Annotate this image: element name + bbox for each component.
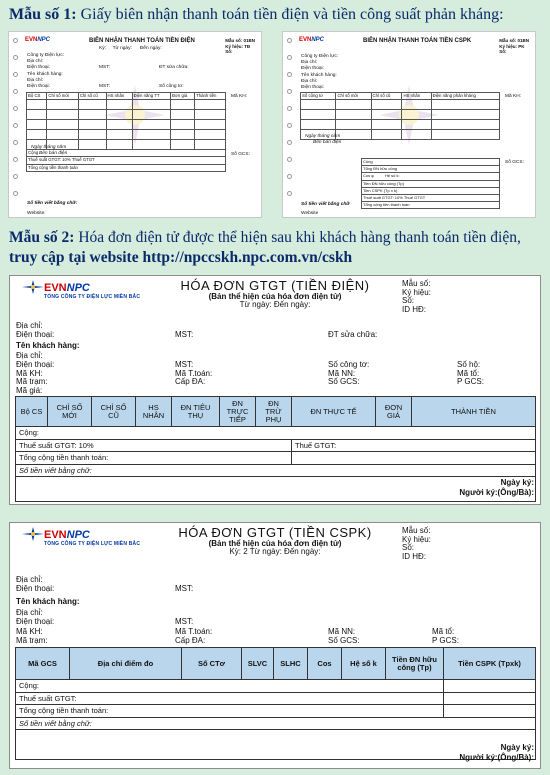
seller-address: Địa chỉ:	[16, 321, 43, 330]
heading-2-link[interactable]: truy cập tại website http://npccskh.npc.com.vn/cskh	[9, 249, 353, 266]
nn-code: Mã NN:	[328, 627, 356, 636]
voltage-level: Cấp ĐA:	[175, 636, 206, 645]
station-code: Mã trạm:	[16, 636, 48, 645]
payment-code: Mã T.toán:	[175, 369, 213, 378]
section-heading-2	[9, 228, 544, 268]
receipt-words: Số tiền viết bằng chữ:	[27, 201, 78, 206]
invoice-period: Kỳ: 2 Từ ngày: Đến ngày:	[229, 547, 321, 556]
invoice-cspk	[9, 522, 541, 769]
company-name: TỔNG CÔNG TY ĐIỆN LỰC MIỀN BẮC	[44, 294, 141, 300]
group-code: Mã tổ:	[457, 369, 480, 378]
receipt-table: Số công tơ Chỉ số mới Chỉ số cũ HS nhân Điện năng phản kháng	[300, 92, 500, 140]
receipt-table: Bộ CS Chỉ số mới Chỉ số cũ HS nhân Điện năng TT Đơn giá Thành tiền Cộng Thuế suất GTGT: 10% Thuế GTGT Tổng cộng tiền thanh toán	[26, 92, 226, 172]
p-gcs: P GCS:	[432, 636, 459, 645]
evn-lightning-logo-icon	[22, 527, 44, 541]
invoice-title: HÓA ĐƠN GTGT (TIỀN CSPK)	[178, 525, 372, 540]
voltage-level: Cấp ĐA:	[175, 377, 206, 386]
receipt-ma-kh: Mã KH:	[231, 94, 247, 99]
meter-number: Số công tơ:	[328, 360, 370, 369]
gcs-number: Số GCS:	[328, 636, 360, 645]
receipt-title: BIÊN NHẬN THANH TOÁN TIỀN ĐIỆN	[89, 38, 195, 44]
receipt-period: Kỳ: Từ ngày: Đến ngày:	[99, 46, 162, 51]
gcs-number: Số GCS:	[328, 377, 360, 386]
invoice-table: Bộ CS CHỈ SỐ MỚI CHỈ SỐ CŨ HS NHÂN ĐN TIÊU THỤ ĐN TRỰC TIẾP ĐN TRỪ PHỤ ĐN THỰC TẾ ĐƠN GIÁ THÀNH TIỀN Cộng: Thuế suất GTGT: 10% Thuế GTGT: Tổng cộng tiền thanh toán: Số tiền viết bằng chữ:	[15, 396, 536, 502]
receipt-fields: Công ty Điện lực: Địa chỉ: Điện thoại: Tên khách hàng: Địa chỉ: Điện thoại:	[27, 53, 65, 90]
invoice-meta: Mẫu số: Ký hiệu: Số: ID HĐ:	[402, 526, 431, 561]
vat-rate-row: Thuế suất GTGT: 10%	[16, 439, 292, 452]
seller-phone: Điện thoại:	[16, 330, 55, 339]
customer-code: Mã KH:	[16, 627, 43, 636]
total-row: Cộng:	[16, 427, 536, 440]
total-row: Cộng:	[16, 680, 444, 693]
receipt-website: Website	[301, 211, 319, 216]
nn-code: Mã NN:	[328, 369, 356, 378]
customer-address: Địa chỉ:	[16, 608, 43, 617]
evn-logo: EVNNPC	[25, 37, 51, 43]
invoice-table: Mã GCS Địa chỉ điểm đo Số CTơ SLVC SLHC Cos Hệ số k Tiền ĐN hữu công (Tp) Tiền CSPK (Tpxk) Cộng: Thuế suất GTGT: Tổng cộng tiền thanh toán: Số tiền viết bằng chữ:	[15, 647, 536, 760]
amount-in-words: Số tiền viết bằng chữ:	[16, 464, 536, 477]
signature-block: Ngày ký: Người ký:(Ông/Bà):	[459, 478, 534, 497]
invoice-subtitle: (Bản thể hiện của hóa đơn điện tử)	[208, 292, 342, 301]
vat-rate-row: Thuế suất GTGT:	[16, 692, 444, 705]
receipt-summary-table: Cộng Tổng ĐN hữu công Cos φ Hệ số k: Tiền ĐN hữu công (Tp) Tiền CSPK (Tp x k) Thuế suất GTGT: 10% Thuế GTGT Tổng cộng tiền thanh toán	[361, 158, 500, 209]
grand-total-row: Tổng cộng tiền thanh toán:	[16, 705, 444, 718]
repair-phone: ĐT sửa chữa:	[328, 330, 378, 339]
price-code: Mã giá:	[16, 386, 43, 395]
evn-lightning-logo-icon	[22, 280, 44, 294]
evn-logo: EVNNPC	[299, 37, 325, 43]
invoice-title: HÓA ĐƠN GTGT (TIỀN ĐIỆN)	[180, 278, 370, 293]
receipt-ma-kh: Mã KH:	[505, 94, 521, 99]
customer-code: Mã KH:	[16, 369, 43, 378]
receipt-so-gcs: Số GCS:	[505, 160, 524, 165]
signature-block: Ngày ký: Người ký:(Ông/Bà):	[459, 743, 534, 762]
receipt-meta: Mẫu số: 01BN Ký hiệu: TĐ Số:	[225, 38, 255, 54]
heading-1-label: Mẫu số 1:	[9, 6, 77, 23]
customer-phone: Điện thoại:	[16, 617, 55, 626]
seller-phone: Điện thoại:	[16, 584, 55, 593]
punch-holes	[13, 38, 19, 214]
heading-1-text: Giấy biên nhận thanh toán tiền điện và tiền công suất phản kháng:	[80, 6, 504, 23]
station-code: Mã trạm:	[16, 377, 48, 386]
receipt-electricity	[8, 31, 262, 218]
invoice-period: Từ ngày: Đến ngày:	[239, 300, 311, 309]
receipt-mst-2: MST:	[99, 84, 110, 89]
seller-mst: MST:	[175, 330, 194, 339]
receipt-title: BIÊN NHẬN THANH TOÁN TIỀN CSPK	[363, 38, 472, 44]
receipt-cspk	[282, 31, 536, 218]
seller-address: Địa chỉ:	[16, 575, 43, 584]
heading-2-text: Hóa đơn điện tử được thể hiện sau khi khách hàng thanh toán tiền điện,	[78, 229, 521, 246]
group-code: Mã tổ:	[432, 627, 455, 636]
seller-mst: MST:	[175, 584, 194, 593]
invoice-electricity	[9, 275, 541, 505]
receipt-words: Số tiền viết bằng chữ	[301, 202, 350, 207]
household-count: Số hộ:	[457, 360, 481, 369]
receipt-website: Website:	[27, 211, 46, 216]
invoice-meta: Mẫu số: Ký hiệu: Số: ID HĐ:	[402, 279, 431, 314]
receipt-date: Ngày tháng năm Bên bán điện	[31, 145, 68, 157]
receipt-so-cong-to: Số công tơ:	[159, 84, 184, 89]
customer-mst: MST:	[175, 617, 194, 626]
payment-code: Mã T.toán:	[175, 627, 213, 636]
evn-logo: EVNNPC TỔNG CÔNG TY ĐIỆN LỰC MIỀN BẮC	[44, 529, 141, 547]
amount-in-words: Số tiền viết bằng chữ:	[16, 717, 536, 730]
evn-logo: EVNNPC TỔNG CÔNG TY ĐIỆN LỰC MIỀN BẮC	[44, 282, 141, 300]
customer-name: Tên khách hàng:	[16, 341, 80, 350]
heading-2-label: Mẫu số 2:	[9, 229, 75, 246]
vat-amount: Thuế GTGT:	[292, 439, 536, 452]
customer-phone: Điện thoại:	[16, 360, 55, 369]
receipt-mst: MST:	[99, 65, 110, 70]
customer-address: Địa chỉ:	[16, 351, 43, 360]
company-name: TỔNG CÔNG TY ĐIỆN LỰC MIỀN BẮC	[44, 541, 141, 547]
punch-holes	[287, 38, 293, 214]
p-gcs: P GCS:	[457, 377, 484, 386]
customer-mst: MST:	[175, 360, 194, 369]
receipt-meta: Mẫu số: 01BN Ký hiệu: PK Số:	[499, 38, 529, 54]
customer-name: Tên khách hàng:	[16, 597, 80, 606]
receipt-date: Ngày tháng năm Bên bán điện	[305, 134, 342, 146]
invoice-subtitle: (Bản thể hiện của hóa đơn điện tử)	[208, 539, 342, 548]
receipt-fields: Công ty Điện lực: Địa chỉ: Điện thoại: Tên khách hàng: Địa chỉ: Điện thoại:	[301, 54, 339, 91]
receipt-so-gcs: Số GCS:	[231, 152, 250, 157]
receipt-dt-sua: ĐT sửa chữa:	[159, 65, 189, 70]
grand-total-row: Tổng cộng tiền thanh toán:	[16, 452, 292, 465]
section-heading-1	[9, 6, 544, 24]
